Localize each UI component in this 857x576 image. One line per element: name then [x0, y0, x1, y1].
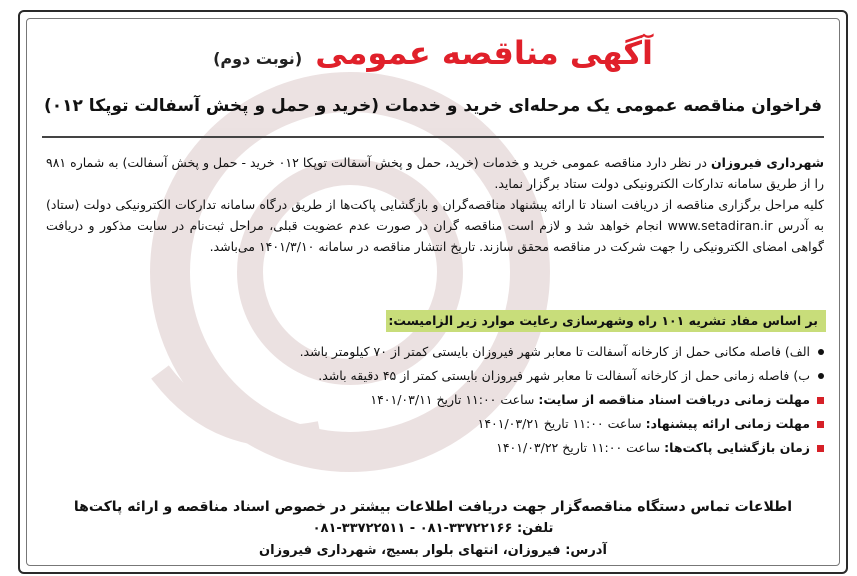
notice-headline: فراخوان مناقصه عمومی یک مرحله‌ای خرید و خدمات (خرید و حمل و پخش آسفالت توپکا ۰۱۲): [43, 96, 823, 116]
bullet-dot-icon: [818, 349, 824, 355]
requirement-item: [264, 364, 824, 388]
headline-divider: [42, 136, 824, 138]
deadline-label: زمان بازگشایی پاکت‌ها:: [664, 440, 810, 455]
deadline-label: مهلت زمانی ارائه پیشنهاد:: [645, 416, 810, 431]
red-square-bullet-icon: [817, 397, 824, 404]
notice-title: آگهی مناقصه عمومی: [315, 34, 653, 72]
deadline-item: [264, 436, 824, 460]
deadline-value: ساعت ۱۱:۰۰ تاریخ ۱۴۰۱/۰۳/۲۲: [496, 440, 665, 455]
contact-title: اطلاعات تماس دستگاه مناقصه‌گزار جهت دریافت اطلاعات بیشتر در خصوص اسناد مناقصه و ارائه پاکت‌ها: [73, 499, 793, 515]
body-paragraph-1: در نظر دارد مناقصه عمومی خرید و خدمات (خرید، حمل و پخش آسفالت توپکا ۰۱۲ خرید - حمل و پخش آسفالت) به شماره ۹۸۱ را از طریق سامانه تدارکات الکترونیکی دولت ستاد برگزار نماید.: [46, 155, 824, 191]
requirements-heading: بر اساس مفاد تشریه ۱۰۱ راه وشهرسازی رعایت موارد زیر الزامیست:: [386, 310, 826, 332]
notice-frame: [18, 10, 848, 574]
requirements-list: [264, 340, 824, 460]
notice-title-row: [20, 34, 846, 72]
deadline-value: ساعت ۱۱:۰۰ تاریخ ۱۴۰۱/۰۳/۱۱: [370, 392, 539, 407]
deadline-item: [264, 388, 824, 412]
red-square-bullet-icon: [817, 445, 824, 452]
notice-body: [46, 152, 824, 257]
requirement-text: الف) فاصله مکانی حمل از کارخانه آسفالت تا معابر شهر فیروزان بایستی کمتر از ۷۰ کیلومتر باشد.: [299, 344, 810, 359]
body-paragraph-2: کلیه مراحل برگزاری مناقصه از دریافت اسناد تا ارائه پیشنهاد مناقصه‌گران و بازگشایی پاکت‌ها از طریق درگاه سامانه تدارکات الکترونیکی دولت (ستاد) به آدرس www.setadiran.ir انجام خواهد شد و لازم است مناقصه گران در صورت عدم عضویت قبلی، مراحل ثبت‌نام در سایت مذکور و دریافت گواهی امضای الکترونیکی را جهت شرکت در مناقصه محقق سازند. تاریخ انتشار مناقصه در سامانه ۱۴۰۱/۳/۱۰ می‌باشد.: [46, 197, 824, 254]
red-square-bullet-icon: [817, 421, 824, 428]
bullet-dot-icon: [818, 373, 824, 379]
requirement-text: ب) فاصله زمانی حمل از کارخانه آسفالت تا معابر شهر فیروزان بایستی کمتر از ۴۵ دقیقه باشد.: [318, 368, 810, 383]
contact-address: آدرس: فیروزان، انتهای بلوار بسیج، شهرداری فیروزان: [259, 543, 607, 558]
deadline-item: [264, 412, 824, 436]
requirement-item: [264, 340, 824, 364]
deadline-label: مهلت زمانی دریافت اسناد مناقصه از سایت:: [538, 392, 810, 407]
notice-round: (نوبت دوم): [213, 49, 303, 68]
contact-section: [42, 496, 824, 562]
deadline-value: ساعت ۱۱:۰۰ تاریخ ۱۴۰۱/۰۳/۲۱: [477, 416, 646, 431]
organization-name: شهرداری فیروزان: [710, 155, 824, 170]
contact-phone: تلفن: ۳۳۷۲۲۱۶۶-۰۸۱ - ۳۳۷۲۲۵۱۱-۰۸۱: [312, 521, 554, 536]
